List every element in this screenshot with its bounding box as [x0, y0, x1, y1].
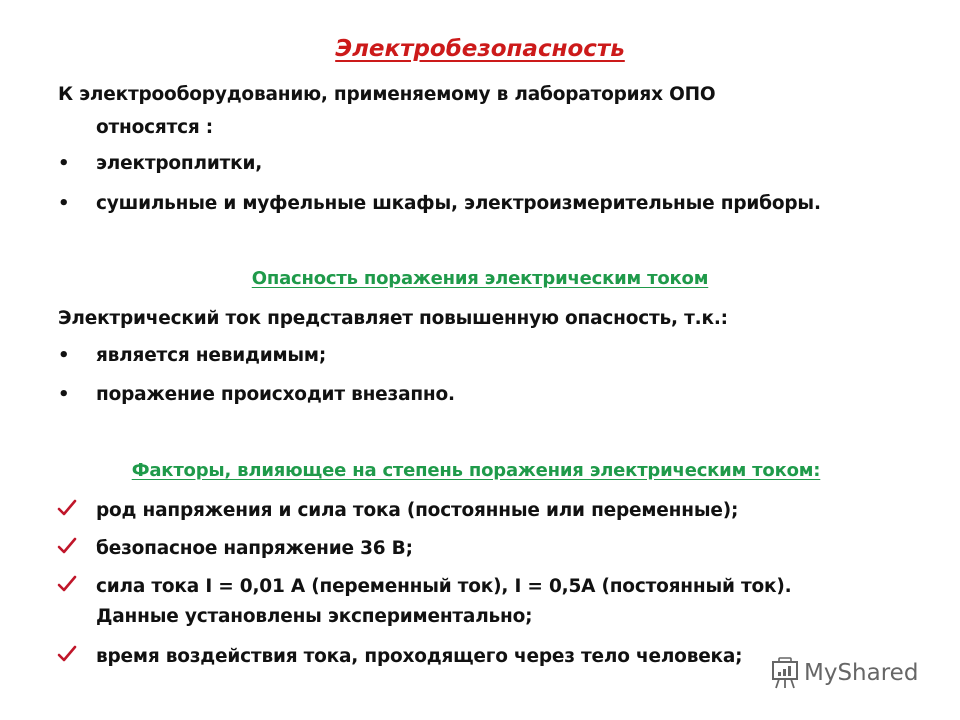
watermark — [770, 657, 918, 689]
slide-title: Электробезопасность — [335, 36, 625, 62]
check-item: род напряжения и сила тока (постоянные или переменные); — [96, 500, 739, 521]
section-heading-factors: Факторы, влияющее на степень поражения электрическим током: — [131, 460, 821, 481]
bullet-icon: • — [58, 193, 70, 214]
check-item: время воздействия тока, проходящего через тело человека; — [96, 646, 743, 667]
bullet-icon: • — [58, 153, 70, 174]
intro-line-2: относятся : — [96, 117, 213, 138]
section-heading-danger: Опасность поражения электрическим током — [251, 268, 709, 289]
section-lead: Электрический ток представляет повышенную опасность, т.к.: — [58, 308, 728, 329]
list-item: сушильные и муфельные шкафы, электроизмерительные приборы. — [96, 193, 821, 214]
presentation-board-icon — [770, 657, 800, 689]
checkmark-icon — [56, 643, 78, 665]
bullet-icon: • — [58, 384, 70, 405]
checkmark-icon — [56, 497, 78, 519]
list-item: электроплитки, — [96, 153, 263, 174]
list-item: является невидимым; — [96, 345, 327, 366]
check-item-continuation: Данные установлены экспериментально; — [96, 606, 533, 627]
list-item: поражение происходит внезапно. — [96, 384, 455, 405]
bullet-icon: • — [58, 345, 70, 366]
intro-line-1: К электрооборудованию, применяемому в лабораториях ОПО — [58, 84, 716, 105]
watermark-text: MyShared — [804, 660, 919, 686]
check-item: сила тока I = 0,01 А (переменный ток), I = 0,5А (постоянный ток). — [96, 576, 792, 597]
checkmark-icon — [56, 535, 78, 557]
checkmark-icon — [56, 573, 78, 595]
check-item: безопасное напряжение 36 В; — [96, 538, 413, 559]
